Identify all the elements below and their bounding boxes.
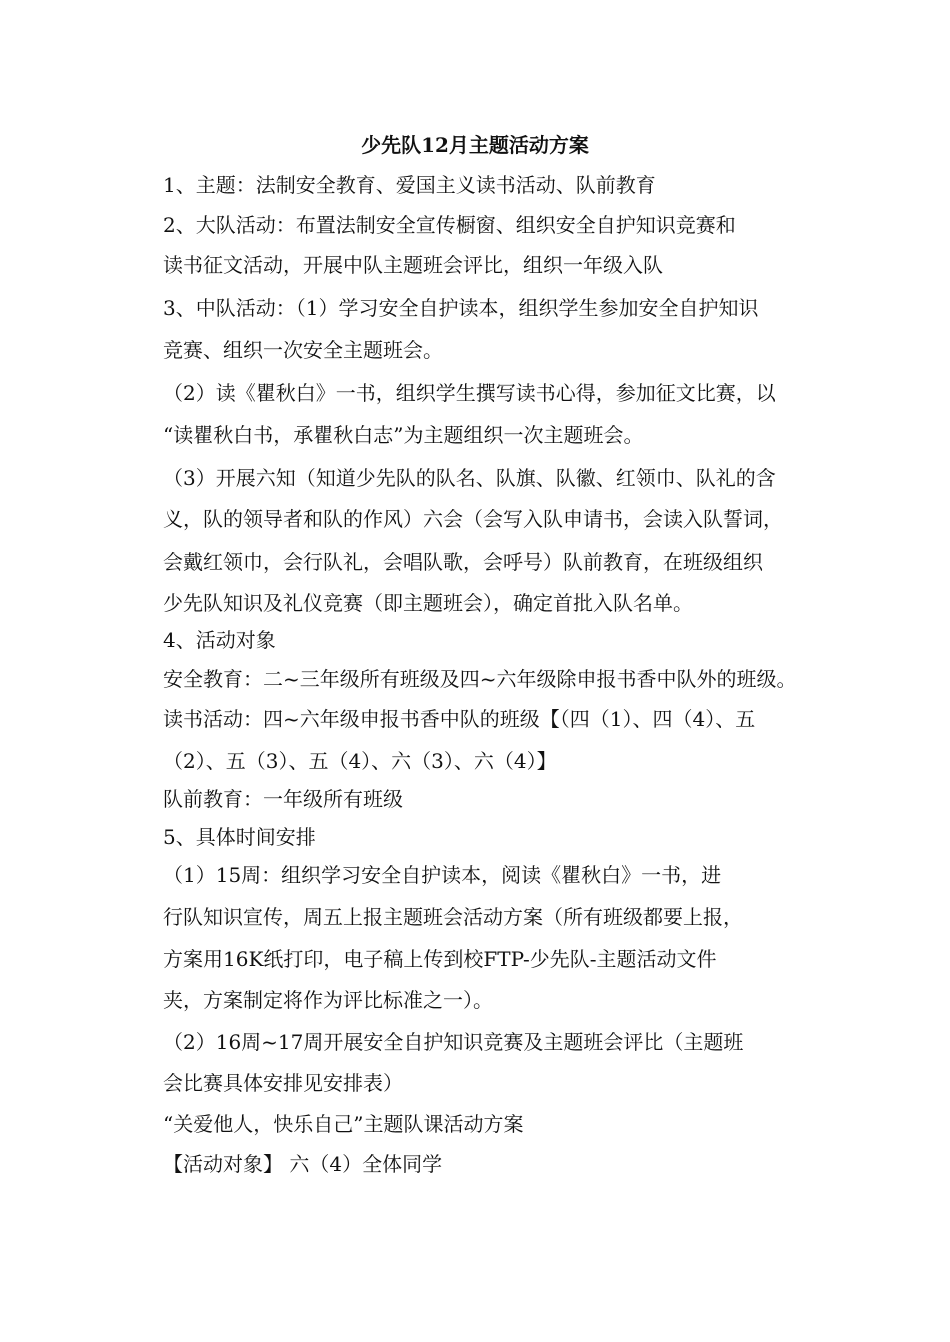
paragraph-line: （1）15周：组织学习安全自护读本，阅读《瞿秋白》一书，进 xyxy=(163,863,722,887)
paragraph-line: （2）16周~17周开展安全自护知识竞赛及主题班会评比（主题班 xyxy=(163,1030,744,1054)
paragraph-line: 队前教育：一年级所有班级 xyxy=(163,787,403,811)
paragraph-line: 5、具体时间安排 xyxy=(163,825,316,849)
paragraph-line: 竞赛、组织一次安全主题班会。 xyxy=(163,338,443,362)
paragraph-line: （3）开展六知（知道少先队的队名、队旗、队徽、红领巾、队礼的含 xyxy=(163,466,776,490)
paragraph-line: 读书征文活动，开展中队主题班会评比，组织一年级入队 xyxy=(163,253,663,277)
paragraph-line: 会比赛具体安排见安排表） xyxy=(163,1071,403,1095)
paragraph-line: 2、大队活动：布置法制安全宣传橱窗、组织安全自护知识竞赛和 xyxy=(163,213,736,237)
paragraph-line: 行队知识宣传，周五上报主题班会活动方案（所有班级都要上报， xyxy=(163,905,743,929)
paragraph-line: 夹，方案制定将作为评比标准之一）。 xyxy=(163,988,493,1012)
paragraph-line: “读瞿秋白书，承瞿秋白志”为主题组织一次主题班会。 xyxy=(163,423,644,447)
document-title: 少先队12月主题活动方案 xyxy=(361,133,589,157)
paragraph-line: 【活动对象】 六（4）全体同学 xyxy=(163,1152,443,1176)
paragraph-line: 读书活动：四~六年级申报书香中队的班级【（四（1）、四（4）、五 xyxy=(163,707,756,731)
paragraph-line: （2）、五（3）、五（4）、六（3）、六（4）】 xyxy=(163,749,557,773)
paragraph-line: 安全教育：二~三年级所有班级及四~六年级除申报书香中队外的班级。 xyxy=(163,667,797,691)
paragraph-line: “关爱他人，快乐自己”主题队课活动方案 xyxy=(163,1112,524,1136)
paragraph-line: 方案用16K纸打印，电子稿上传到校FTP-少先队-主题活动文件 xyxy=(163,947,717,971)
paragraph-line: 1、主题：法制安全教育、爱国主义读书活动、队前教育 xyxy=(163,173,656,197)
paragraph-line: （2）读《瞿秋白》一书，组织学生撰写读书心得，参加征文比赛，以 xyxy=(163,381,776,405)
paragraph-line: 会戴红领巾，会行队礼，会唱队歌，会呼号）队前教育，在班级组织 xyxy=(163,550,763,574)
paragraph-line: 4、活动对象 xyxy=(163,628,276,652)
paragraph-line: 3、中队活动：（1）学习安全自护读本，组织学生参加安全自护知识 xyxy=(163,296,759,320)
paragraph-line: 义，队的领导者和队的作风）六会（会写入队申请书，会读入队誓词， xyxy=(163,507,783,531)
paragraph-line: 少先队知识及礼仪竞赛（即主题班会），确定首批入队名单。 xyxy=(163,591,693,615)
